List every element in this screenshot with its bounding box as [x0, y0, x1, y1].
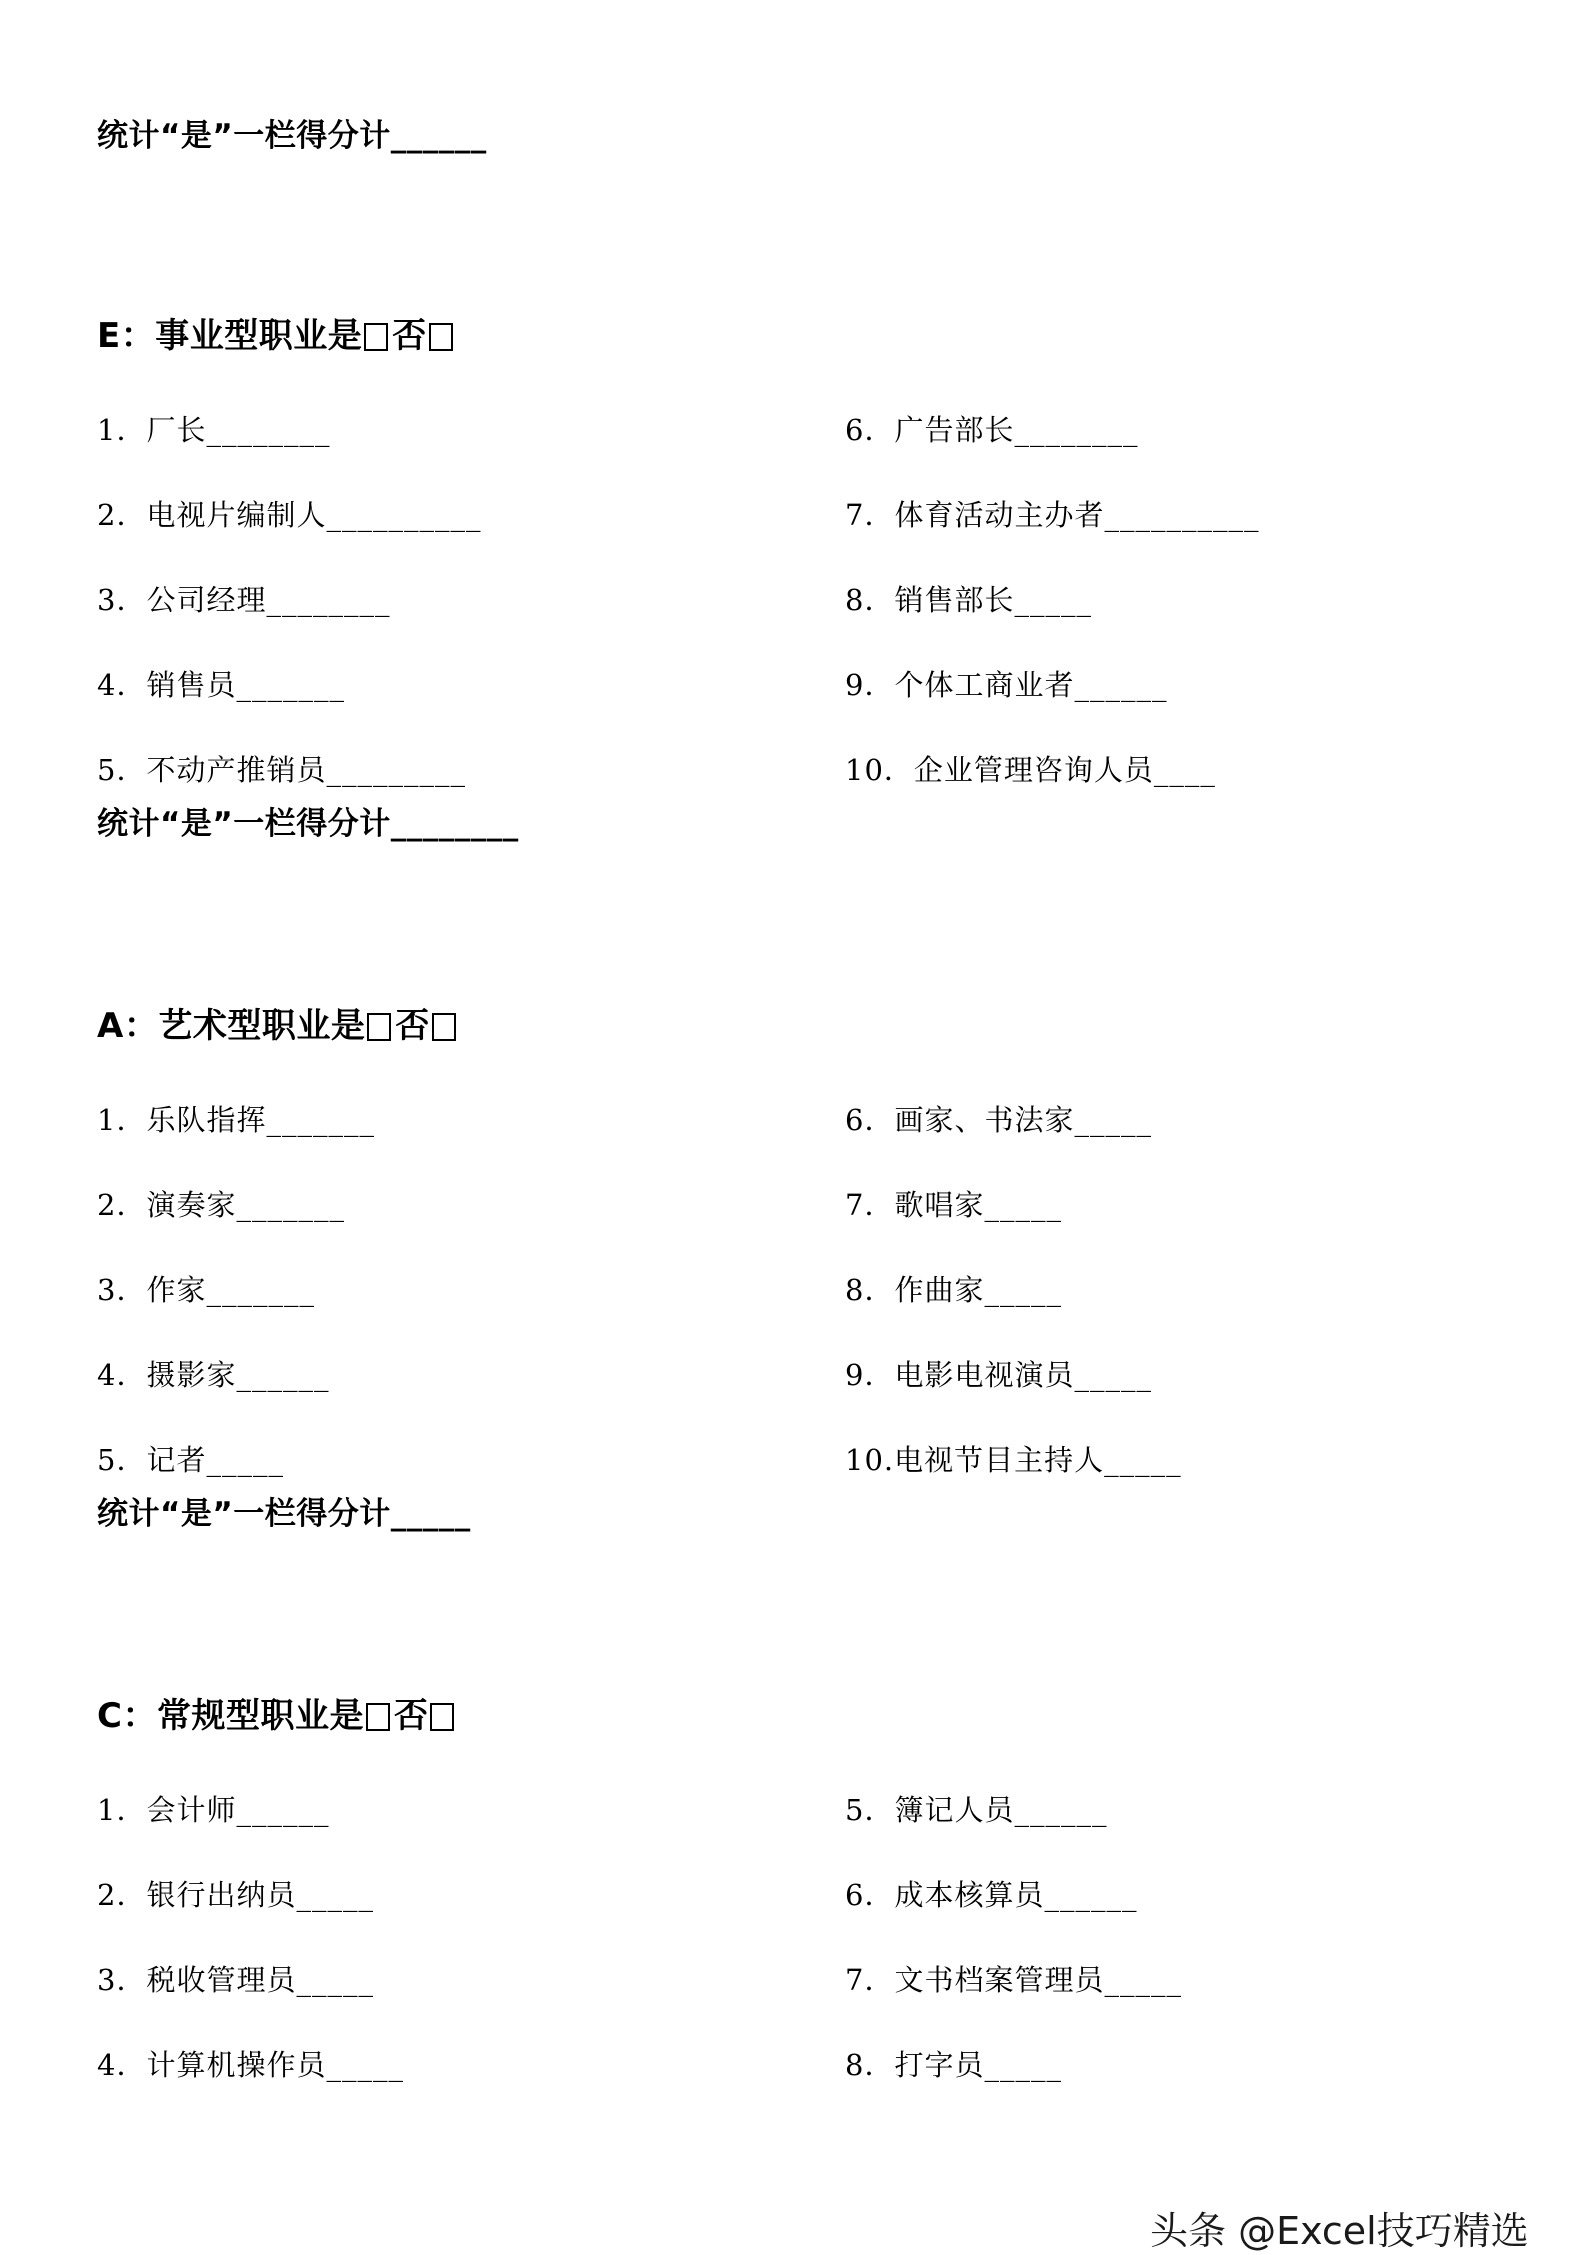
section-e-heading-text: E：事业型职业是	[97, 316, 363, 356]
list-item: 8．销售部长_____	[845, 583, 1092, 617]
list-item: 9．个体工商业者______	[845, 668, 1168, 702]
no-label: 否	[392, 316, 427, 356]
section-c-heading-text: C：常规型职业是	[97, 1696, 364, 1736]
list-item: 7．文书档案管理员_____	[845, 1963, 1182, 1997]
list-item: 7．体育活动主办者__________	[845, 498, 1260, 532]
section-e-total: 统计“是”一栏得分计________	[97, 806, 519, 842]
list-item: 3．公司经理________	[97, 583, 391, 617]
section-e-heading	[97, 308, 457, 357]
watermark: 头条 @Excel技巧精选	[1150, 2209, 1529, 2253]
yes-checkbox[interactable]	[364, 323, 388, 351]
list-item: 8．打字员_____	[845, 2048, 1062, 2082]
list-item: 8．作曲家_____	[845, 1273, 1062, 1307]
list-item: 6．成本核算员______	[845, 1878, 1138, 1912]
no-checkbox[interactable]	[429, 323, 453, 351]
list-item: 5．不动产推销员_________	[97, 753, 466, 787]
yes-checkbox[interactable]	[366, 1703, 390, 1731]
no-label: 否	[393, 1696, 429, 1736]
top-total-line: 统计“是”一栏得分计______	[97, 118, 487, 154]
section-a-heading	[97, 998, 460, 1047]
section-c-heading	[97, 1688, 458, 1737]
list-item: 5．簿记人员______	[845, 1793, 1108, 1827]
no-label: 否	[395, 1006, 430, 1046]
list-item: 2．演奏家_______	[97, 1188, 345, 1222]
no-checkbox[interactable]	[432, 1013, 456, 1041]
list-item: 2．银行出纳员_____	[97, 1878, 374, 1912]
list-item: 10．企业管理咨询人员____	[845, 753, 1216, 787]
list-item: 5．记者_____	[97, 1443, 284, 1477]
no-checkbox[interactable]	[430, 1703, 454, 1731]
list-item: 3．作家_______	[97, 1273, 315, 1307]
list-item: 6．画家、书法家_____	[845, 1103, 1152, 1137]
list-item: 10.电视节目主持人_____	[845, 1443, 1182, 1477]
list-item: 4．销售员_______	[97, 668, 345, 702]
list-item: 6．广告部长________	[845, 413, 1139, 447]
list-item: 2．电视片编制人__________	[97, 498, 482, 532]
yes-checkbox[interactable]	[367, 1013, 391, 1041]
list-item: 4．计算机操作员_____	[97, 2048, 404, 2082]
list-item: 1．厂长________	[97, 413, 331, 447]
list-item: 1．会计师______	[97, 1793, 330, 1827]
list-item: 4．摄影家______	[97, 1358, 330, 1392]
list-item: 7．歌唱家_____	[845, 1188, 1062, 1222]
list-item: 9．电影电视演员_____	[845, 1358, 1152, 1392]
section-a-total: 统计“是”一栏得分计_____	[97, 1496, 471, 1532]
list-item: 1．乐队指挥_______	[97, 1103, 375, 1137]
section-a-heading-text: A：艺术型职业是	[97, 1006, 366, 1046]
list-item: 3．税收管理员_____	[97, 1963, 374, 1997]
